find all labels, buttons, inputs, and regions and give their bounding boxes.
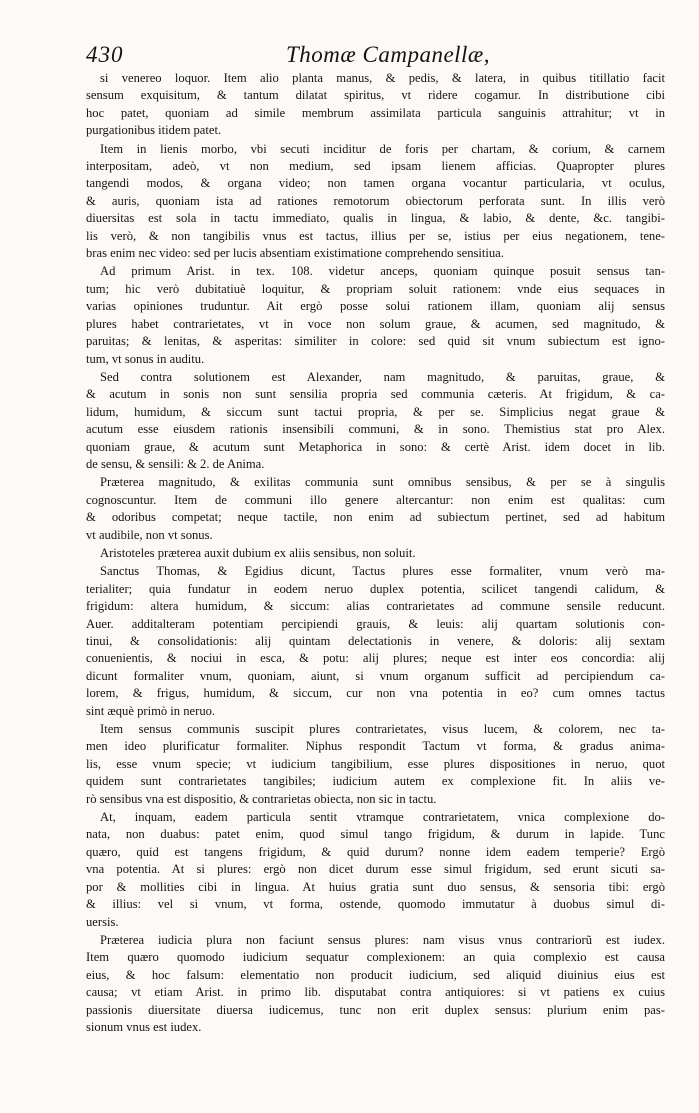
text-line: lorem, & frigus, humidum, & siccum, cur non vna potentia in eo? cum omnes tactus: [86, 686, 665, 701]
body-text: [86, 70, 665, 1037]
text-line: plures habet contrarietates, vt in voce non solum graue, & acumen, sed magnitudo, &: [86, 316, 665, 331]
text-line: diuersitas est sola in tactu immediato, qualis in lingua, & labio, & dente, &c. tangibi-: [86, 211, 665, 226]
text-line: Sanctus Thomas, & Egidius dicunt, Tactus plures esse formaliter, vnum verò ma-: [100, 564, 665, 579]
text-line: At, inquam, eadem particula sentit vtramque contrarietatem, vnica complexione do-: [100, 810, 665, 825]
text-line: conuenientis, & nociui in esca, & potu: alij plures; neque est inter eos concordia: alij: [86, 651, 665, 666]
text-line: frigidum: altera humidum, & siccum: alias contrarietates ad commune sensile reducunt.: [86, 599, 665, 614]
running-title: Thomæ Campanellæ,: [286, 42, 491, 67]
text-line: acutum esse eiusdem rationis insensibili communi, & in sono. Themistius stat pro Alex.: [86, 422, 665, 437]
text-line: tum, vt sonus in auditu.: [86, 351, 205, 366]
text-line: purgationibus itidem patet.: [86, 123, 222, 138]
text-line: Aristoteles præterea auxit dubium ex aliis sensibus, non soluit.: [100, 545, 416, 560]
text-line: tangendi modos, & organa video; non tamen organa vocantur particularia, vt oculus,: [86, 176, 665, 191]
paragraph: [86, 721, 665, 808]
text-line: Ad primum Arist. in tex. 108. videtur anceps, quoniam quinque posuit sensus tan-: [100, 264, 665, 279]
text-line: dicunt formaliter vnum, quoniam, aiunt, si vnum organum sufficit ad percipiendum ca-: [86, 668, 665, 683]
text-line: Præterea magnitudo, & exilitas communia sunt omnibus sensibus, & per se à singulis: [100, 475, 665, 490]
text-line: Auer. additalteram potentiam percipiendi grauis, & leuis: alij quartam solutionis con-: [86, 616, 665, 631]
text-line: nata, non duabus: patet enim, quod simul tango frigidum, & durum in lapide. Tunc: [86, 827, 665, 842]
text-line: paruitas; & lenitas, & asperitas: similiter in colore: sed quid sit vnum subiectum est igno-: [86, 334, 665, 349]
text-line: sint æquè primò in neruo.: [86, 703, 216, 718]
text-line: eius, & hoc falsum: elementatio non producit iudicium, sed aliquid diuinius eius est: [86, 967, 665, 982]
text-line: Præterea iudicia plura non faciunt sensus plures: nam visus vnus contrariorũ est iudex.: [100, 932, 665, 947]
paragraph: [86, 563, 665, 720]
text-line: por & mollities cibi in lingua. At huius gratia sunt duo sensus, & sensoria tibi: ergò: [86, 879, 665, 894]
text-line: causa; vt etiam Arist. in primo lib. disputabat contra antiquiores: si vt patiens ex cuius: [86, 985, 665, 1000]
text-line: & odoribus competat; neque tactile, non enim ad subiectum pertinet, sed ad habitum: [86, 510, 665, 525]
text-line: tinui, & consolidationis: alij quintam delectationis in venere, & doloris: alij sextam: [86, 634, 665, 648]
paragraph: [86, 263, 665, 367]
paragraph: [86, 932, 665, 1036]
text-line: Item sensus communis suscipit plures contrarietates, visus lucem, & colorem, nec ta-: [100, 722, 665, 737]
text-line: sensum exquisitum, & tantum dilatat spiritus, vt ridere cogamur. In distributione cibi: [86, 88, 665, 103]
text-line: lidum, humidum, & siccum sunt tactui propria, & per se. Simplicius negat graue &: [86, 404, 665, 419]
text-line: terialiter; quia fundatur in eodem neruo duplex potentia, scilicet tangendi calidum, &: [86, 581, 665, 596]
text-line: quidem sunt contrarietates tangibiles; iudicium autem ex complexione fit. In aliis ve-: [86, 774, 665, 789]
text-line: men ideo plurificatur formaliter. Niphus respondit Tactum vt forma, & gradus anima-: [86, 739, 665, 754]
text-line: Item in lienis morbo, vbi secuti inciditur de foris per chartam, & corium, & carnem: [100, 141, 665, 156]
text-line: uersis.: [86, 914, 119, 929]
text-line: interpositam, adeò, vt non medium, sed ipsam lienem afficias. Quapropter plures: [86, 159, 665, 174]
page-number: 430: [86, 42, 124, 67]
text-line: vna potentia. At si plures: ergò non dicet durum esse simul frigidum, sed erunt sicuti sa-: [86, 862, 665, 877]
text-line: vt audibile, non vt sonus.: [86, 527, 213, 542]
text-line: lis, esse vnum specie; vt iudicium tangibilium, esse plures dispositiones in neruo, quot: [86, 756, 665, 771]
paragraph: [86, 809, 665, 931]
text-line: lis verò, & non tangibilis vnus est tactus, illius per se, istius per eius negationem, tene-: [86, 228, 665, 243]
text-line: de sensu, & sensili: & 2. de Anima.: [86, 456, 265, 471]
paragraph: [86, 474, 665, 544]
text-line: si venereo loquor. Item alio planta manus, & pedis, & latera, in quibus titillatio facit: [100, 71, 665, 85]
text-line: sionum vnus est iudex.: [86, 1019, 202, 1034]
text-line: Item quæro quomodo iudicium sequatur complexionem: an quia complexio est causa: [86, 950, 665, 965]
text-line: Sed contra solutionem est Alexander, nam magnitudo, & paruitas, graue, &: [100, 369, 665, 384]
paragraph: [86, 545, 665, 562]
text-line: quoniam graue, & acutum sunt Metaphorica in sono: & certè Arist. idem docet in lib.: [86, 439, 665, 454]
text-line: cognoscuntur. Item de communi illo genere altercantur: non enim est qualitas: cum: [86, 492, 665, 507]
paragraph: [86, 70, 665, 140]
page-header: [0, 42, 699, 72]
paragraph: [86, 141, 665, 263]
text-line: quæro, quid est tangens frigidum, & quid durum? nonne idem eadem temperie? Ergò: [86, 844, 665, 859]
paragraph: [86, 369, 665, 473]
text-line: bras enim nec video: sed per lucis absentiam existimatione comprehendo sensitiua.: [86, 246, 504, 261]
text-line: & illius: vel si vnum, vt forma, ostende, quomodo immutatur à duobus simul di-: [86, 897, 665, 912]
text-line: & auris, quoniam ista ad rationes remotorum obiectorum perforata sunt. In illis verò: [86, 193, 665, 208]
text-line: & acutum in sonis non sunt sensilia propria sed communia cæteris. At frigidum, & ca-: [86, 387, 665, 402]
text-line: tum; hic verò dubitatiuè loquitur, & propriam soluit rationem: vnde eius sequaces in: [86, 281, 665, 296]
text-line: varias opiniones truduntur. Ait ergò posse solui rationem illam, quoniam alij sensus: [86, 299, 665, 314]
text-line: rò sensibus vna est dispositio, & contrarietas obiecta, non sic in tactu.: [86, 791, 437, 806]
text-line: hoc patet, quoniam ad simile membrum assimilata particula sanguinis attrahitur; vt in: [86, 105, 665, 120]
text-line: passionis diuersitate diuersa iudicemus, tunc non erit duplex sensus: plurium enim pas-: [86, 1002, 665, 1017]
